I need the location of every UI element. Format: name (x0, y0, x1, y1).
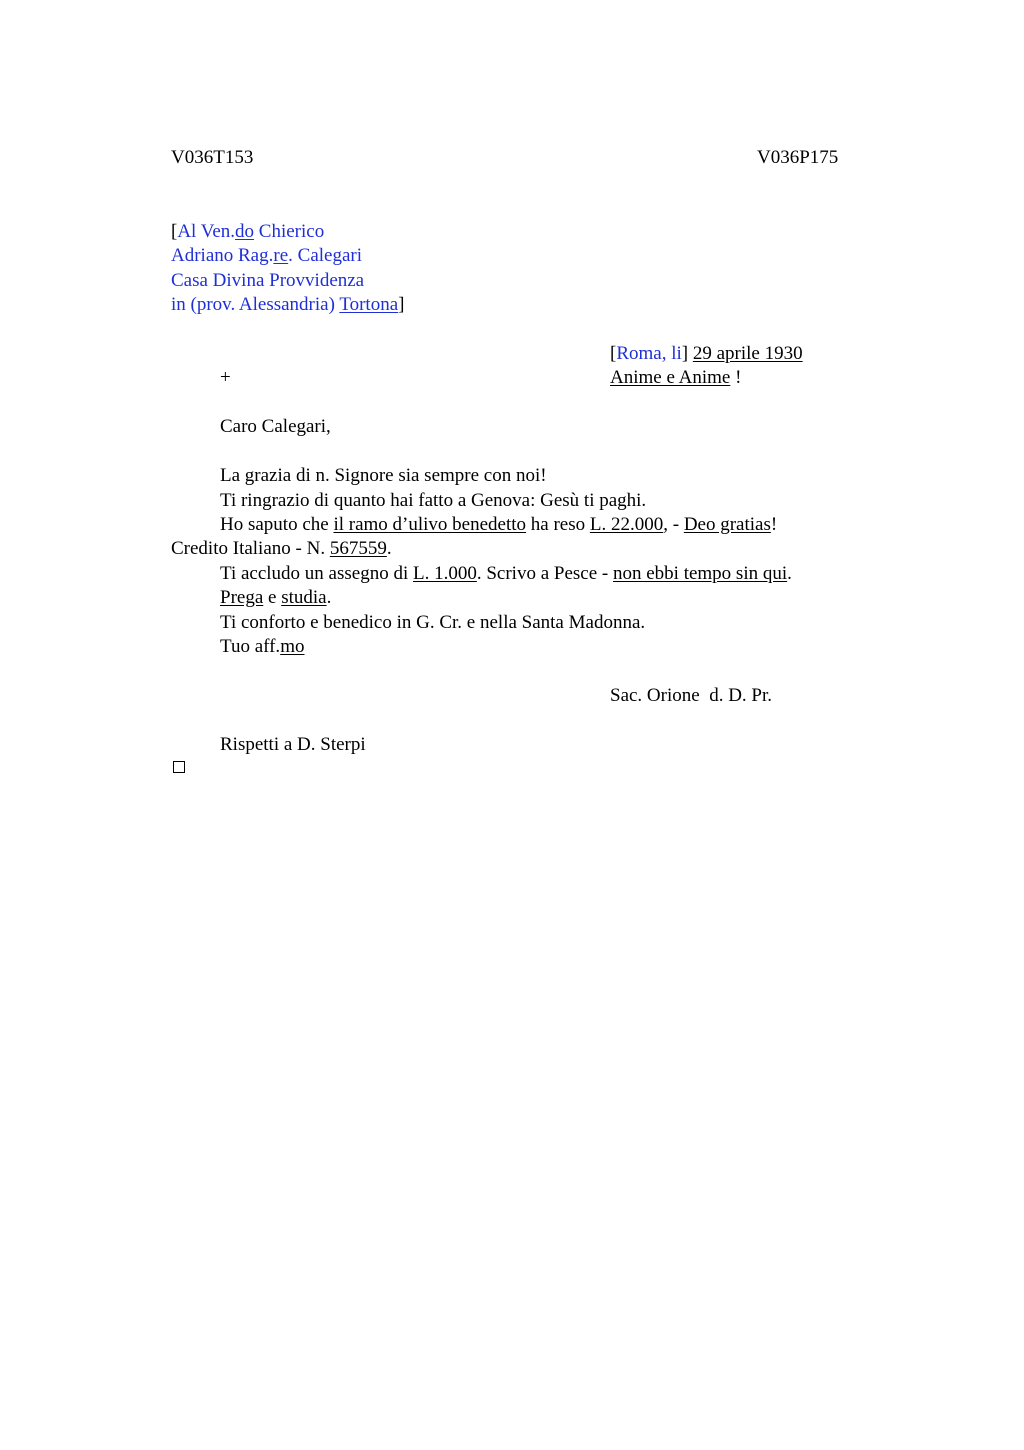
signature: Sac. Orione d. D. Pr. (610, 685, 773, 706)
motto: Anime e Anime ! (610, 367, 742, 388)
address-line-2: Adriano Rag.re. Calegari (171, 245, 362, 266)
body-line-3: Ho saputo che il ramo d’ulivo benedetto ha reso L. 22.000, - Deo gratias! (220, 514, 778, 535)
cross-symbol: + (220, 367, 231, 388)
body-line-1: La grazia di n. Signore sia sempre con noi! (220, 465, 547, 486)
closing: Tuo aff.mo (220, 636, 305, 657)
document-code-left: V036T153 (171, 147, 254, 168)
body-line-4: Credito Italiano - N. 567559. (171, 538, 392, 559)
salutation: Caro Calegari, (220, 416, 331, 437)
end-marker-box (173, 761, 185, 773)
body-line-2: Ti ringrazio di quanto hai fatto a Genova: Gesù ti paghi. (220, 490, 647, 511)
document-code-right: V036P175 (757, 147, 839, 168)
address-line-4: in (prov. Alessandria) Tortona] (171, 294, 405, 315)
dateline: [Roma, li] 29 aprile 1930 (610, 343, 803, 364)
body-line-5: Ti accludo un assegno di L. 1.000. Scrivo a Pesce - non ebbi tempo sin qui. (220, 563, 792, 584)
address-line-3: Casa Divina Provvidenza (171, 270, 365, 291)
postscript: Rispetti a D. Sterpi (220, 734, 366, 755)
body-line-6: Prega e studia. (220, 587, 332, 608)
address-line-1: [Al Ven.do Chierico (171, 221, 325, 242)
body-line-7: Ti conforto e benedico in G. Cr. e nella Santa Madonna. (220, 612, 646, 633)
